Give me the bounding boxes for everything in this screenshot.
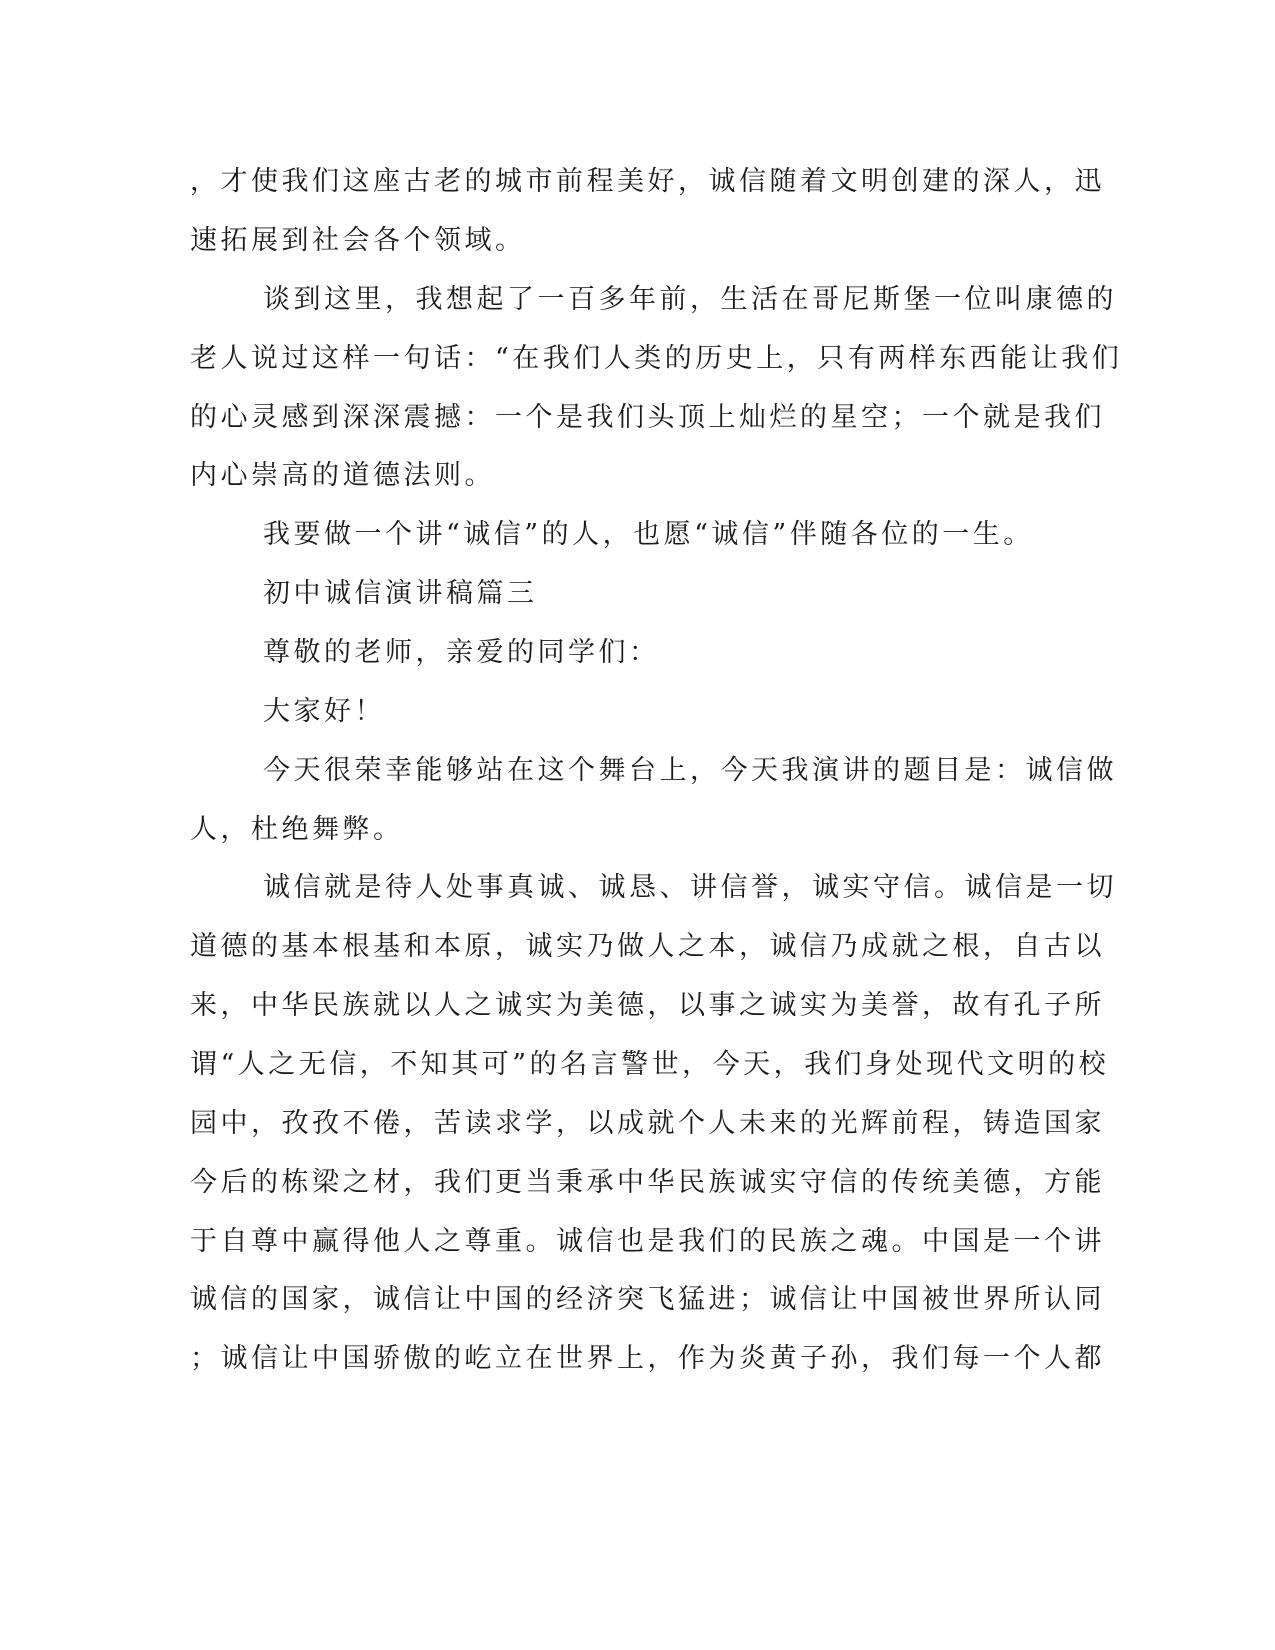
text-line: 谓“人之无信，不知其可”的名言警世，今天，我们身处现代文明的校 [190,1049,1110,1080]
section-heading: 初中诚信演讲稿篇三 [263,578,538,609]
paragraph-start-line: 今天很荣幸能够站在这个舞台上，今天我演讲的题目是：诚信做 [263,755,1117,786]
text-line: 内心崇高的道德法则。 [190,460,495,491]
text-line: ，才使我们这座古老的城市前程美好，诚信随着文明创建的深人，迅 [190,166,1105,197]
text-line: 老人说过这样一句话：“在我们人类的历史上，只有两样东西能让我们 [190,343,1123,374]
text-line: 的心灵感到深深震撼：一个是我们头顶上灿烂的星空；一个就是我们 [190,402,1105,433]
text-line: 于自尊中赢得他人之尊重。诚信也是我们的民族之魂。中国是一个讲 [190,1226,1105,1257]
text-line: 人，杜绝舞弊。 [190,814,404,845]
greeting: 大家好！ [263,696,385,727]
salutation: 尊敬的老师，亲爱的同学们： [263,637,660,668]
text-line: 园中，孜孜不倦，苦读求学，以成就个人未来的光辉前程，铸造国家 [190,1108,1105,1139]
text-line: 诚信的国家，诚信让中国的经济突飞猛进；诚信让中国被世界所认同 [190,1284,1105,1315]
paragraph-start-line: 诚信就是待人处事真诚、诚恳、讲信誉，诚实守信。诚信是一切 [263,872,1117,903]
text-line: 今后的栋梁之材，我们更当秉承中华民族诚实守信的传统美德，方能 [190,1167,1105,1198]
text-line: 来，中华民族就以人之诚实为美德，以事之诚实为美誉，故有孔子所 [190,990,1105,1021]
paragraph-start-line: 谈到这里，我想起了一百多年前，生活在哥尼斯堡一位叫康德的 [263,284,1117,315]
text-line: ；诚信让中国骄傲的屹立在世界上，作为炎黄子孙，我们每一个人都 [190,1343,1105,1374]
text-line: 道德的基本根基和本原，诚实乃做人之本，诚信乃成就之根，自古以 [190,931,1105,962]
paragraph-start-line: 我要做一个讲“诚信”的人，也愿“诚信”伴随各位的一生。 [263,519,1034,550]
text-line: 速拓展到社会各个领域。 [190,225,526,256]
